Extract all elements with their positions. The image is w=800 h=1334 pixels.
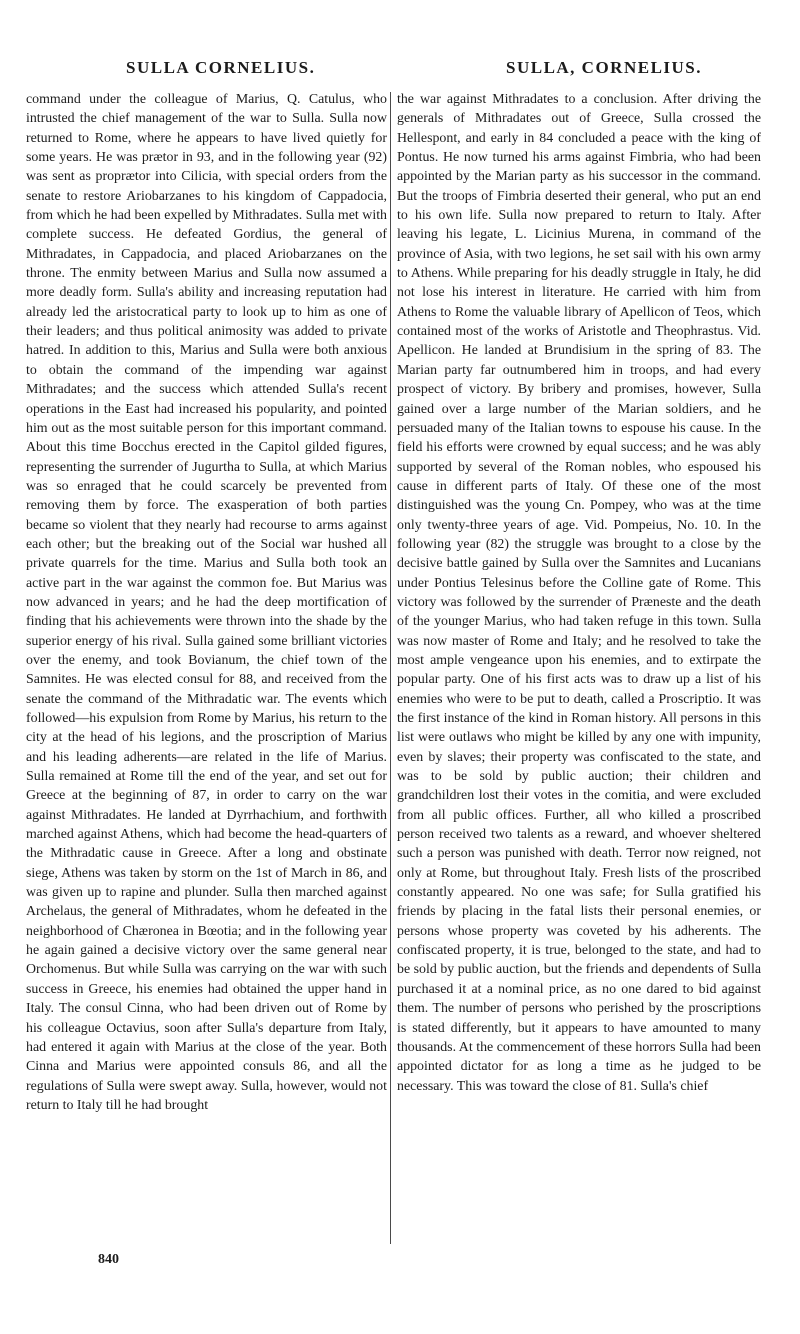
running-header-left: SULLA CORNELIUS.: [126, 58, 316, 77]
right-column: [397, 90, 761, 1096]
running-header: [22, 52, 778, 80]
running-header-right: SULLA, CORNELIUS.: [506, 58, 703, 77]
page-number: 840: [98, 1252, 119, 1267]
column-divider: [390, 92, 391, 1244]
left-column: [26, 90, 387, 1115]
left-column-text: command under the colleague of Marius, Q. Catulus, who intrusted the chief management of the war to Sulla. Sulla now returned to Rome, where he appears to have lived quietly for some years. He was prætor in 93, and in the following year (92) was sent as proprætor into Cilicia, with special orders from the senate to restore Ariobarzanes to his kingdom of Cappadocia, from which he had been expelled by Mithradates. Sulla met with complete success. He defeated Gordius, the general of Mithradates, in Cappadocia, and placed Ariobarzanes on the throne. The enmity between Marius and Sulla now assumed a more deadly form. Sulla's ability and increasing reputation had already led the aristocratical party to look up to him as one of their leaders; and thus political animosity was added to private hatred. In addition to this, Marius and Sulla were both anxious to obtain the command of the impending war against Mithradates; and the success which attended Sulla's recent operations in the East had increased his popularity, and pointed him out as the most suitable person for this important command. About this time Bocchus erected in the Capitol gilded figures, representing the surrender of Jugurtha to Sulla, at which Marius was so enraged that he could scarcely be prevented from removing them by force. The exasperation of both parties became so violent that they nearly had recourse to arms against each other; but the breaking out of the Social war hushed all private quarrels for the time. Marius and Sulla both took an active part in the war against the common foe. But Marius was now advanced in years; and he had the deep mortification of finding that his achievements were thrown into the shade by the superior energy of his rival. Sulla gained some brilliant victories over the enemy, and took Bovianum, the chief town of the Samnites. He was elected consul for 88, and received from the senate the command of the Mithradatic war. The events which followed—his expulsion from Rome by Marius, his return to the city at the head of his legions, and the proscription of Marius and his leading adherents—are related in the life of Marius. Sulla remained at Rome till the end of the year, and set out for Greece at the beginning of 87, in order to carry on the war against Mithradates. He landed at Dyrrhachium, and forthwith marched against Athens, which had become the head-quarters of the Mithradatic cause in Greece. After a long and obstinate siege, Athens was taken by storm on the 1st of March in 86, and was given up to rapine and plunder. Sulla then marched against Archelaus, the general of Mithradates, whom he defeated in the neighborhood of Chæronea in Bœotia; and in the following year he again gained a decisive victory over the same general near Orchomenus. But while Sulla was carrying on the war with such success in Greece, his enemies had obtained the upper hand in Italy. The consul Cinna, who had been driven out of Rome by his colleague Octavius, soon after Sulla's departure from Italy, had entered it again with Marius at the close of the year. Both Cinna and Marius were appointed consuls 86, and all the regulations of Sulla were swept away. Sulla, however, would not return to Italy till he had brought: [26, 92, 387, 1113]
right-column-text: the war against Mithradates to a conclusion. After driving the generals of Mithradates out of Greece, Sulla crossed the Hellespont, and early in 84 concluded a peace with the king of Pontus. He now turned his arms against Fimbria, who had been appointed by the Marian party as his successor in the command. But the troops of Fimbria deserted their general, who put an end to his own life. Sulla now prepared to return to Italy. After leaving his legate, L. Licinius Murena, in command of the province of Asia, with two legions, he set sail with his own army to Athens. While preparing for his deadly struggle in Italy, he did not lose his interest in literature. He carried with him from Athens to Rome the valuable library of Apellicon of Teos, which contained most of the works of Aristotle and Theophrastus. Vid. Apellicon. He landed at Brundisium in the spring of 83. The Marian party far outnumbered him in troops, and had every prospect of victory. By bribery and promises, however, Sulla gained over a large number of the Marian soldiers, and he persuaded many of the Italian towns to espouse his cause. In the field his efforts were crowned by equal success; and he was ably supported by several of the Roman nobles, who espoused his cause in different parts of Italy. Of these one of the most distinguished was the young Cn. Pompey, who was at the time only twenty-three years of age. Vid. Pompeius, No. 10. In the following year (82) the struggle was brought to a close by the decisive battle gained by Sulla over the Samnites and Lucanians under Pontius Telesinus before the Colline gate of Rome. This victory was followed by the surrender of Præneste and the death of the younger Marius, who had taken refuge in this town. Sulla was now master of Rome and Italy; and he resolved to take the most ample vengeance upon his enemies, and to extirpate the popular party. One of his first acts was to draw up a list of his enemies who were to be put to death, called a Proscriptio. It was the first instance of the kind in Roman history. All persons in this list were outlaws who might be killed by any one with impunity, even by slaves; their property was confiscated to the state, and was to be sold by public auction; their children and grandchildren lost their votes in the comitia, and were excluded from all public offices. Further, all who killed a proscribed person received two talents as a reward, and whoever sheltered such a person was punished with death. Terror now reigned, not only at Rome, but throughout Italy. Fresh lists of the proscribed constantly appeared. No one was safe; for Sulla gratified his friends by placing in the fatal lists their personal enemies, or persons whose property was coveted by his adherents. The confiscated property, it is true, belonged to the state, and had to be sold by public auction, but the friends and dependents of Sulla purchased it at a nominal price, as no one dared to bid against them. The number of persons who perished by the proscriptions is stated differently, but it appears to have amounted to many thousands. At the commencement of these horrors Sulla had been appointed dictator for as long a time as he judged to be necessary. This was toward the close of 81. Sulla's chief: [397, 92, 761, 1094]
